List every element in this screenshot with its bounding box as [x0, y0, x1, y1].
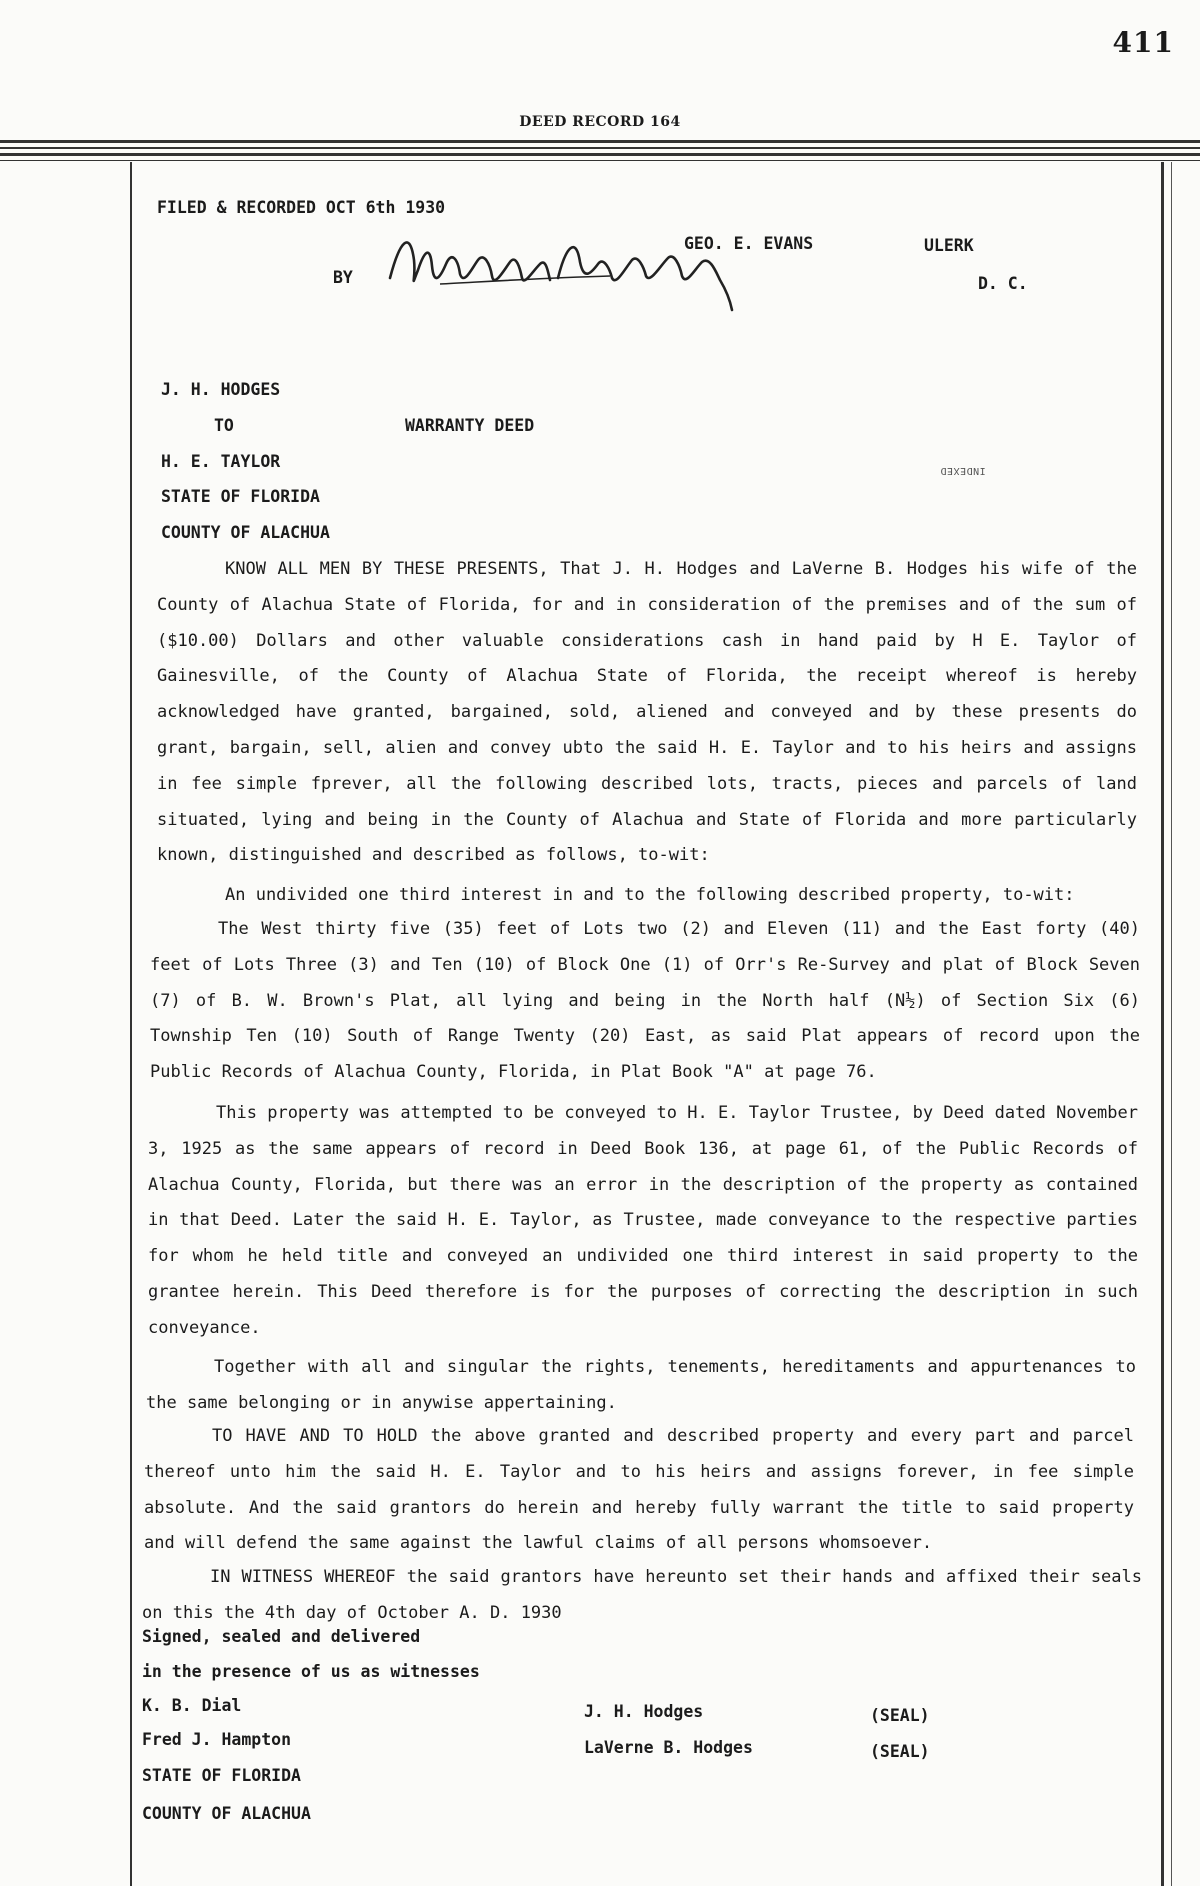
state-heading: STATE OF FLORIDA — [161, 487, 320, 506]
by-label: BY — [333, 268, 353, 287]
clerk-title: ULERK — [924, 236, 974, 255]
page-number: 411 — [1112, 26, 1174, 59]
filed-label: FILED & RECORDED OCT 6th 1930 — [157, 198, 446, 217]
paragraph-correction: This property was attempted to be conveyed to H. E. Taylor Trustee, by Deed dated November 3, 1925 as the same appears of record in Deed Book 136, at page 61, of the Public Records of Alachua County, Florida, but there was an error in the description of the property as contained in that Deed. Later the said H. E. Taylor, as Trustee, made conveyance to the respective parties for whom he held title and conveyed an undivided one third interest in said property to the grantee herein. This Deed therefore is for the purposes of correcting the description in such conveyance. — [148, 1103, 1138, 1338]
header-rule — [0, 153, 1200, 156]
paragraph-testimonium: IN WITNESS WHEREOF the said grantors have hereunto set their hands and affixed their seals on this the 4th day of October A. D. 1930 — [142, 1567, 1142, 1623]
header-rule — [0, 160, 1200, 161]
indexed-stamp: INDEXED — [940, 465, 986, 476]
paragraph-legal-description: The West thirty five (35) feet of Lots two (2) and Eleven (11) and the East forty (40) feet of Lots Three (3) and Ten (10) of Block One (1) of Orr's Re-Survey and plat of Block Seven (7) of B. W. Brown's Plat, all lying and being in the North half (N½) of Section Six (6) Township Ten (10) South of Range Twenty (20) East, as said Plat appears of record upon the Public Records of Alachua County, Florida, in Plat Book "A" at page 76. — [150, 919, 1140, 1083]
clerk-name: GEO. E. EVANS — [684, 234, 814, 253]
right-margin-rule — [1161, 162, 1164, 1886]
acknowledgment-state: STATE OF FLORIDA — [142, 1766, 301, 1785]
signer-name: LaVerne B. Hodges — [584, 1738, 753, 1757]
header-rule — [0, 140, 1200, 143]
seal-label: (SEAL) — [870, 1742, 930, 1761]
witness-presence-line: in the presence of us as witnesses — [142, 1662, 480, 1681]
witness-name: Fred J. Hampton — [142, 1730, 292, 1749]
left-margin-rule — [130, 162, 132, 1886]
clerk-signature — [380, 220, 760, 320]
paragraph-habendum: TO HAVE AND TO HOLD the above granted and described property and every part and parcel thereof unto him the said H. E. Taylor and to his heirs and assigns forever, in fee simple absolute. And the said grantors do herein and hereby fully warrant the title to said property and will defend the same against the lawful claims of all persons whomsoever. — [144, 1426, 1134, 1554]
right-margin-rule — [1171, 162, 1172, 1886]
deed-type: WARRANTY DEED — [405, 416, 535, 435]
seal-label: (SEAL) — [870, 1706, 930, 1725]
to-label: TO — [214, 416, 234, 435]
acknowledgment-county: COUNTY OF ALACHUA — [142, 1804, 311, 1823]
grantor-name: J. H. HODGES — [161, 380, 281, 399]
header-rule — [0, 147, 1200, 149]
paragraph-undivided-interest: An undivided one third interest in and to the following described property, to-wit: — [225, 885, 1075, 905]
paragraph-conveyance: KNOW ALL MEN BY THESE PRESENTS, That J. H. Hodges and LaVerne B. Hodges his wife of the County of Alachua State of Florida, for and in consideration of the premises and of the sum of ($10.00) Dollars and other valuable considerations cash in hand paid by H E. Taylor of Gainesville, of the County of Alachua State of Florida, the receipt whereof is hereby acknowledged have granted, bargained, sold, aliened and conveyed and by these presents do grant, bargain, sell, alien and convey ubto the said H. E. Taylor and to his heirs and assigns in fee simple fprever, all the following described lots, tracts, pieces and parcels of land situated, lying and being in the County of Alachua and State of Florida and more particularly known, distinguished and described as follows, to-wit: — [157, 559, 1137, 866]
deputy-title: D. C. — [978, 274, 1028, 293]
record-title: DEED RECORD 164 — [519, 114, 681, 130]
witness-name: K. B. Dial — [142, 1696, 242, 1715]
paragraph-appurtenances: Together with all and singular the rights, tenements, hereditaments and appurtenances to the same belonging or in anywise appertaining. — [146, 1357, 1136, 1413]
signer-name: J. H. Hodges — [584, 1702, 704, 1721]
county-heading: COUNTY OF ALACHUA — [161, 523, 330, 542]
grantee-name: H. E. TAYLOR — [161, 452, 281, 471]
signed-sealed-line: Signed, sealed and delivered — [142, 1627, 421, 1646]
